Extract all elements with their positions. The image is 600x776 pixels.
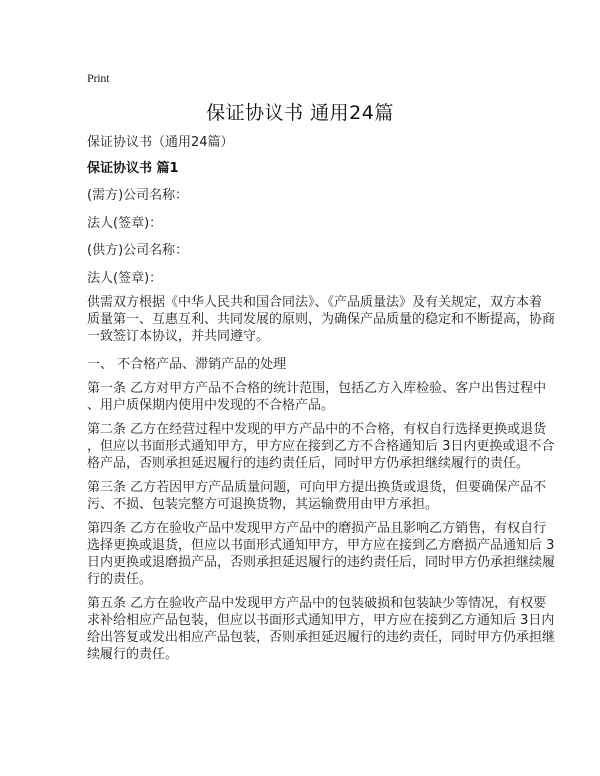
article-1 xyxy=(87,380,547,414)
paragraph-line: 给出答复或发出相应产品包装，否则承担延迟履行的违约责任，同时甲方仍承担继 xyxy=(87,630,556,645)
paragraph-line: 行的责任。 xyxy=(87,572,153,587)
article-4 xyxy=(87,520,556,588)
paragraph-line: 选择更换或退货，但应以书面形式通知甲方，甲方应在接到乙方磨损产品通知后 3 xyxy=(87,538,555,553)
paragraph-line: 续履行的责任。 xyxy=(87,647,179,662)
paragraph-line: 第二条 乙方在经营过程中发现的甲方产品中的不合格，有权自行选择更换或退货 xyxy=(87,422,547,437)
paragraph-line: 供需双方根据《中华人民共和国合同法》、《产品质量法》及有关规定，双方本着 xyxy=(87,295,543,310)
paragraph-line: 第一条 乙方对甲方产品不合格的统计范围，包括乙方入库检验、客户出售过程中 xyxy=(87,381,547,396)
paragraph-line: 、用户质保期内使用中发现的不合格产品。 xyxy=(87,398,335,413)
paragraph-line: 污、不损、包装完整方可退换货物，其运输费用由甲方承担。 xyxy=(87,497,439,512)
paragraph-line: 质量第一、互惠互利、共同发展的原则，为确保产品质量的稳定和不断提高，协商 xyxy=(87,312,556,327)
paragraph-line: 第四条 乙方在验收产品中发现甲方产品中的磨损产品且影响乙方销售，有权自行 xyxy=(87,521,547,536)
chapter-heading: 一、 不合格产品、滞销产品的处理 xyxy=(87,357,287,372)
section-heading: 保证协议书 篇1 xyxy=(87,161,179,176)
article-3 xyxy=(87,479,547,513)
print-link[interactable]: Print xyxy=(87,71,110,85)
paragraph-line: 第五条 乙方在验收产品中发现甲方产品中的包装破损和包装缺少等情况，有权要 xyxy=(87,596,547,611)
article-2 xyxy=(87,421,555,472)
paragraph-line: 日内更换或退磨损产品，否则承担延迟履行的违约责任后，同时甲方仍承担继续履 xyxy=(87,555,556,570)
paragraph-line: 求补给相应产品包装，但应以书面形式通知甲方，甲方应在接到乙方通知后 3日内 xyxy=(87,613,555,628)
article-5 xyxy=(87,595,556,663)
document-subtitle: 保证协议书（通用24篇） xyxy=(87,135,234,150)
paragraph-line: ，但应以书面形式通知甲方，甲方应在接到乙方不合格通知后 3日内更换或退不合 xyxy=(87,439,555,454)
buyer-legal-rep-signature-field: 法人(签章)： xyxy=(87,216,163,231)
paragraph-line: 格产品，否则承担延迟履行的违约责任后，同时甲方仍承担继续履行的责任。 xyxy=(87,456,530,471)
paragraph-line: 一致签订本协议，并共同遵守。 xyxy=(87,329,270,344)
document-title: 保证协议书 通用24篇 xyxy=(206,102,394,124)
supplier-company-name-field: (供方)公司名称： xyxy=(87,243,189,258)
supplier-legal-rep-signature-field: 法人(签章)： xyxy=(87,271,163,286)
paragraph-line: 第三条 乙方若因甲方产品质量问题，可向甲方提出换货或退货，但要确保产品不 xyxy=(87,480,547,495)
intro-paragraph xyxy=(87,294,556,345)
buyer-company-name-field: (需方)公司名称： xyxy=(87,188,189,203)
